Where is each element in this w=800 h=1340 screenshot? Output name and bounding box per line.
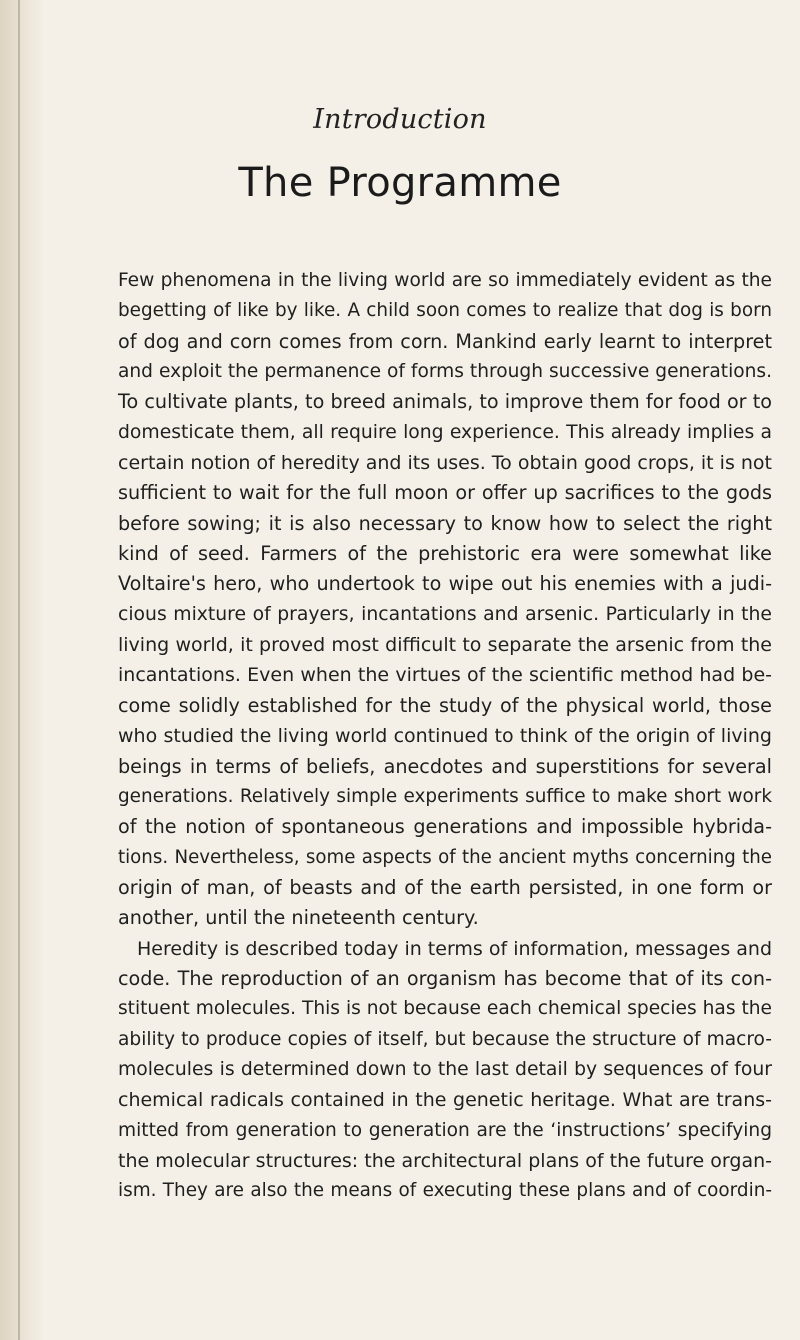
section-label: Introduction <box>313 104 487 135</box>
text-line: cious mixture of prayers, incantations and arsenic. Particularly in the <box>118 603 772 625</box>
text-line: Few phenomena in the living world are so immediately evident as the <box>118 270 772 291</box>
text-line: who studied the living world continued to think of the origin of living <box>118 725 772 748</box>
text-line: mitted from generation to generation are the ‘instructions’ specifying <box>118 1119 772 1141</box>
text-line: ability to produce copies of itself, but because the structure of macro- <box>118 1028 772 1050</box>
text-line: living world, it proved most difficult to separate the arsenic from the <box>118 634 772 657</box>
text-line: beings in terms of beliefs, anecdotes and superstitions for several <box>118 754 772 778</box>
paragraph-first-line: Heredity is described today in terms of information, messages and <box>137 937 773 960</box>
text-line: origin of man, of beasts and of the earth persisted, in one form or <box>118 875 772 899</box>
text-line: certain notion of heredity and its uses. To obtain good crops, it is not <box>118 452 772 475</box>
text-line: tions. Nevertheless, some aspects of the ancient myths concerning the <box>118 846 772 868</box>
body-text <box>118 266 772 1207</box>
text-line: kind of seed. Farmers of the prehistoric era were somewhat like <box>118 542 772 566</box>
text-line: the molecular structures: the architectural plans of the future organ- <box>118 1149 772 1172</box>
text-line: stituent molecules. This is not because each chemical species has the <box>118 998 772 1020</box>
text-line: and exploit the permanence of forms through successive generations. <box>118 361 772 383</box>
text-line: begetting of like by like. A child soon comes to realize that dog is born <box>118 300 772 322</box>
text-line: of the notion of spontaneous generations and impossible hybrida- <box>118 815 772 839</box>
text-line: code. The reproduction of an organism has become that of its con- <box>118 966 772 990</box>
text-line: molecules is determined down to the last detail by sequences of four <box>118 1058 772 1080</box>
text-line: come solidly established for the study of the physical world, those <box>118 693 772 717</box>
text-line: incantations. Even when the virtues of the scientific method had be- <box>118 664 772 687</box>
text-line: sufficient to wait for the full moon or offer up sacrifices to the gods <box>118 481 772 505</box>
text-line: before sowing; it is also necessary to know how to select the right <box>118 511 772 535</box>
text-line: chemical radicals contained in the genetic heritage. What are trans- <box>118 1089 772 1112</box>
chapter-title: The Programme <box>238 160 562 206</box>
text-line: of dog and corn comes from corn. Mankind early learnt to interpret <box>118 329 772 353</box>
text-line: To cultivate plants, to breed animals, to improve them for food or to <box>118 390 772 414</box>
text-line: generations. Relatively simple experiments suffice to make short work <box>118 785 772 807</box>
text-line: Voltaire's hero, who undertook to wipe out his enemies with a judi- <box>118 572 772 596</box>
text-line: domesticate them, all require long experience. This already implies a <box>118 421 772 443</box>
text-line: ism. They are also the means of executing these plans and of coordin- <box>118 1180 772 1202</box>
paragraph-last-line: another, until the nineteenth century. <box>118 906 479 930</box>
